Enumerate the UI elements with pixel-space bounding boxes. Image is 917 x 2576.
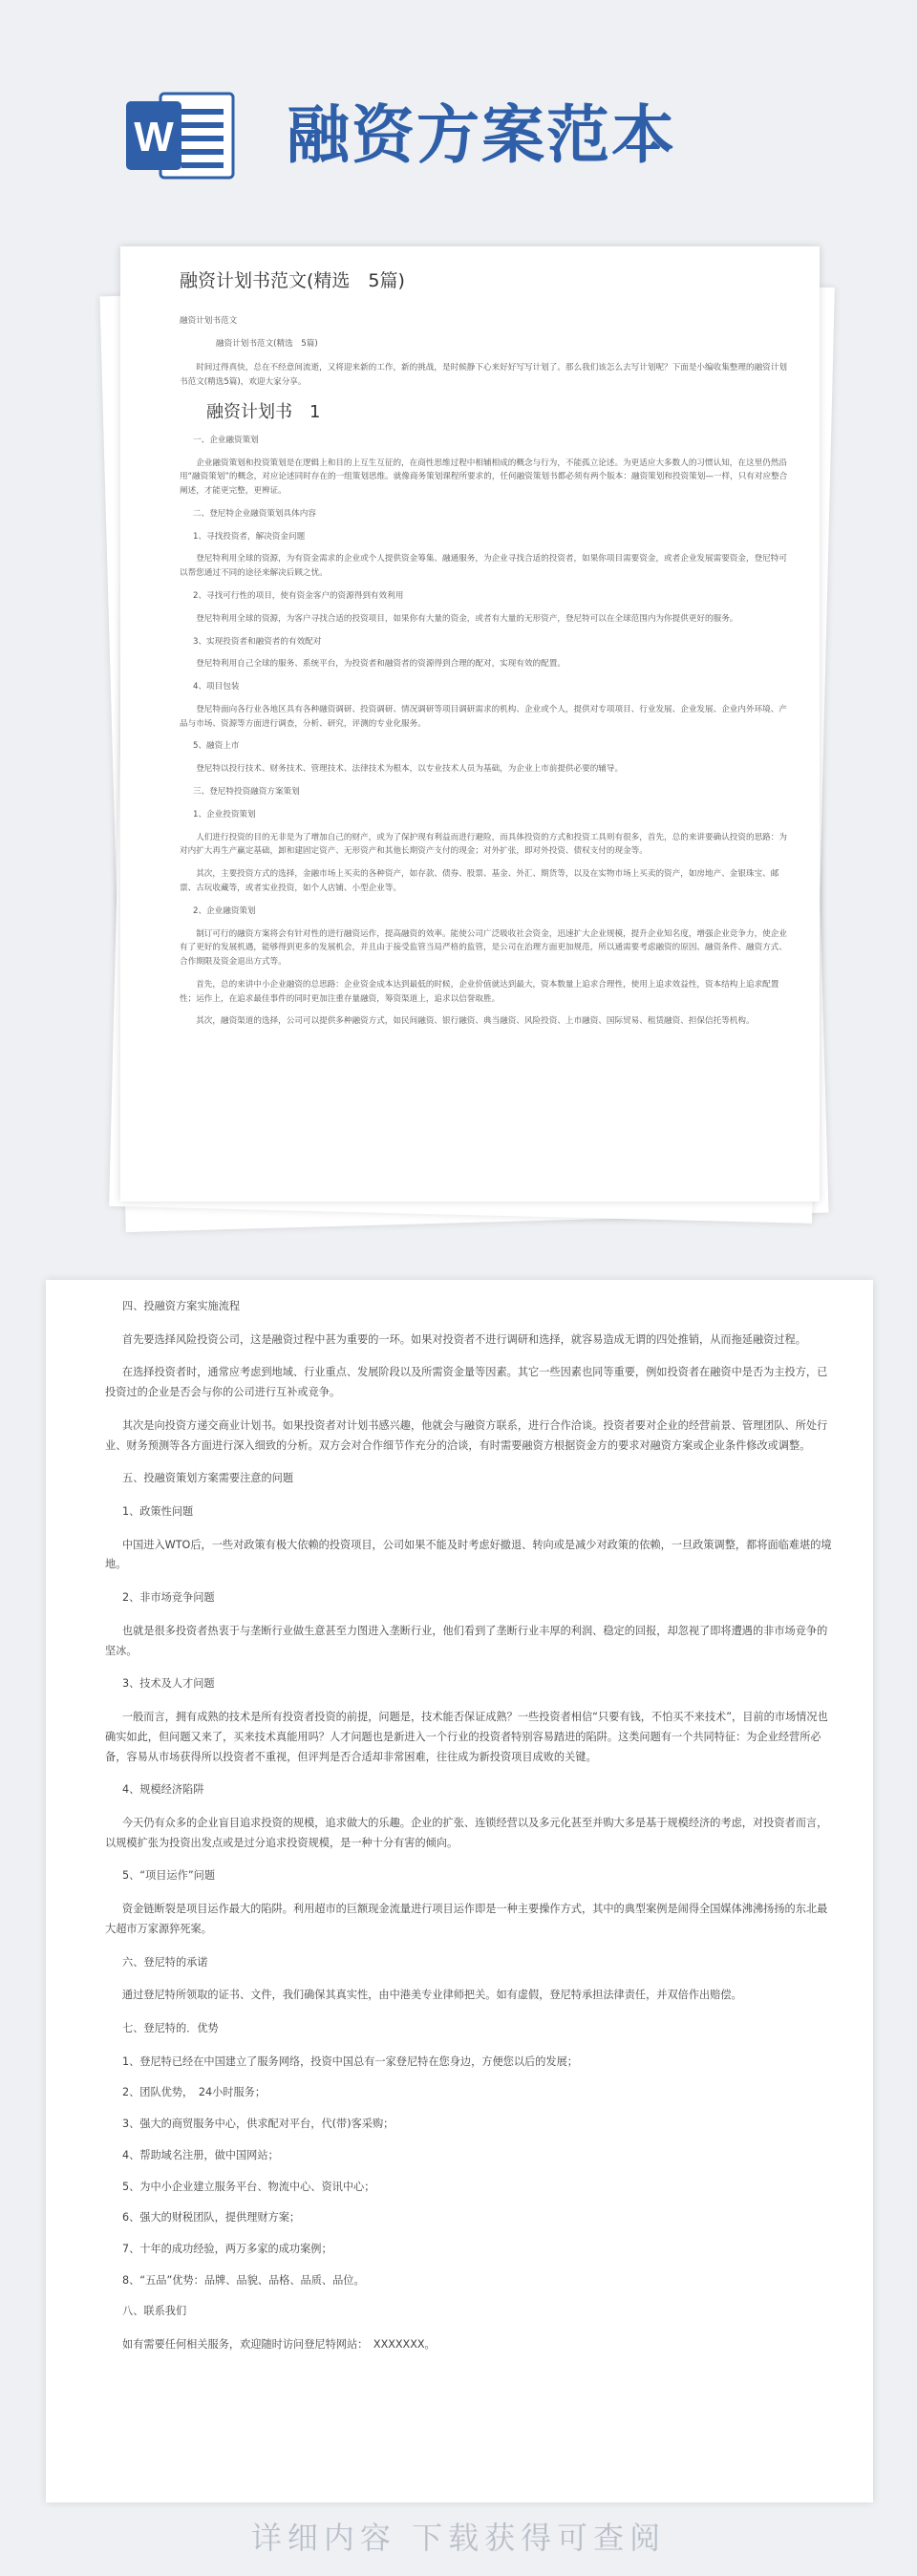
list-item: 1、登尼特已经在中国建立了服务网络，投资中国总有一家登尼特在您身边，方便您以后的发展； bbox=[122, 2054, 578, 2068]
paragraph: 首先要选择风险投资公司，这是融资过程中甚为重要的一环。如果对投资者不进行调研和选择，就容易造成无谓的四处推销，从而拖延融资过程。 bbox=[121, 1332, 806, 1346]
list-item: 3、强大的商贸服务中心，供求配对平台，代(带)客采购； bbox=[122, 2118, 395, 2131]
document-body bbox=[180, 361, 791, 1029]
document-title: 融资计划书范文(精选 5篇) bbox=[180, 270, 405, 291]
paragraph-heading: 八、联系我们 bbox=[122, 2305, 187, 2318]
svg-text:W: W bbox=[134, 114, 174, 160]
paragraph-heading: 3、实现投资者和融资者的有效配对 bbox=[193, 636, 322, 647]
document-body bbox=[46, 1280, 873, 2355]
paragraph: 时间过得真快，总在不经意间流逝，又将迎来新的工作，新的挑战，是时候静下心来好好写写计划了。那么我们该怎么去写计划呢？下面是小编收集整理的融资计划书范文(精选5篇)，欢迎大家分享。 bbox=[180, 363, 787, 388]
paragraph-heading: 1、政策性问题 bbox=[122, 1505, 194, 1519]
paragraph: 制订可行的融资方案将会有针对性的进行融资运作，提高融资的效率。能使公司广泛吸收社会资金，迅速扩大企业规模，提升企业知名度，增强企业竞争力，使企业有了更好的发展机遇，能够得到更多的发展机会，并且由于接受监管当局严格的监管，是公司在治理方面更加规范，所以通需要考虑融资的原因、融资条件、融资方式、合作期限及资金退出方式等。 bbox=[180, 928, 787, 968]
paragraph-heading: 3、技术及人才问题 bbox=[122, 1677, 215, 1691]
paragraph-heading: 四、投融资方案实施流程 bbox=[122, 1300, 241, 1312]
paragraph-heading: 三、登尼特投资融资方案策划 bbox=[193, 787, 300, 798]
paragraph: 首先，总的来讲中小企业融资的总思路：企业资金成本达到最低的时候，企业价值就达到最大，资本数量上追求合理性，使用上追求效益性，资本结构上追求配置性；运作上，在追求最佳事件的同时更加注重存量融资，筹资渠道上，追求以信誉取胜。 bbox=[180, 979, 779, 1004]
list-item: 4、帮助域名注册，做中国网站； bbox=[122, 2148, 279, 2161]
paragraph: 登尼特以投行技术、财务技术、管理技术、法律技术为根本，以专业技术人员为基础，为企业上市前提供必要的辅导。 bbox=[196, 764, 624, 775]
paragraph-heading: 六、登尼特的承诺 bbox=[122, 1955, 208, 1969]
paragraph: 在选择投资者时，通常应考虑到地域、行业重点、发展阶段以及所需资金量等因素。其它一些因素也同等重要，例如投资者在融资中是否为主投方，已投资过的企业是否会与你的公司进行互补或竞争。 bbox=[105, 1366, 828, 1399]
list-item: 5、为中小企业建立服务平台、物流中心、资讯中心； bbox=[122, 2180, 375, 2193]
paragraph-heading: 2、非市场竞争问题 bbox=[122, 1591, 215, 1605]
paragraph: 登尼特面向各行业各地区具有各种融资调研、投资调研、情况调研等项目调研需求的机构、企业或个人，提供对专项项目、行业发展、企业发展、企业内外环境、产品与市场、资源等方面进行调查，分析、研究，评测的专业化服务。 bbox=[180, 704, 787, 729]
footer-prompt bbox=[0, 2493, 917, 2576]
paragraph-heading: 如有需要任何相关服务，欢迎随时访问登尼特网站： XXXXXXX。 bbox=[122, 2338, 436, 2352]
paragraph: 人们进行投资的目的无非是为了增加自己的财产，或为了保护现有利益而进行避险，而具体投资的方式和投资工具则有很多，首先，总的来讲要确认投资的思路：为对内扩大再生产赢定基础，卸和建固定资产、无形资产和其他长期资产支付的现金；对外扩张，即对外投资、债权支付的现金等。 bbox=[180, 832, 787, 857]
paragraph: 登尼特利用全球的资源，为有资金需求的企业或个人提供资金筹集、融通服务，为企业寻找合适的投资者，如果你项目需要资金，或者企业发展需要资金，登尼特可以帮您通过不同的途径来解决后顾之忧。 bbox=[180, 554, 787, 579]
paragraph: 其次，主要投资方式的选择，金融市场上买卖的各种资产，如存款、债券、股票、基金、外汇、期货等，以及在实物市场上买卖的资产，如房地产、金银珠宝、邮票、古玩收藏等，或者实业投资，如个人店铺、小型企业等。 bbox=[180, 869, 779, 893]
paragraph-heading: 5、“项目运作”问题 bbox=[122, 1869, 216, 1883]
document-subtitle-full: 融资计划书范文(精选 5篇) bbox=[216, 339, 318, 350]
paragraph: 也就是很多投资者热衷于与垄断行业做生意甚至力图进入垄断行业，他们看到了垄断行业丰厚的利润、稳定的回报，却忽视了即将遭遇的非市场竞争的坚冰。 bbox=[105, 1624, 828, 1657]
list-item: 2、团队优势， 24小时服务； bbox=[122, 2086, 267, 2099]
paragraph-heading: 2、寻找可行性的项目，使有资金客户的资源得到有效利用 bbox=[193, 591, 404, 601]
paragraph-heading: 2、企业融资策划 bbox=[193, 905, 256, 916]
paragraph: 一般而言，拥有成熟的技术是所有投资者投资的前提，问题是，技术能否保证成熟？一些投资者相信“只要有钱，不怕买不来技术”，目前的市场情况也确实如此，但问题又来了，买来技术真能用吗？人才问题也是新进入一个行业的投资者特别容易踏进的陷阱。这类问题有一个共同特征：为企业经营所必备，容易从市场获得所以投资者不重视，但评判是否合适却非常困难，往往成为新投资项目成败的关键。 bbox=[105, 1711, 828, 1763]
document-subtitle: 融资计划书范文 bbox=[180, 315, 238, 326]
paragraph: 企业融资策划和投资策划是在逻辑上和目的上互生互征的，在商性思维过程中相辅相成的概念与行为，不能孤立论述。为更适应大多数人的习惯认知，在这里仍然沿用“融资策划”的概念，对应论述同时存在的一组策划思维。就像商务策划课程所要求的，任何融资策划书都必须有两个版本：融资策划和投资策划—一样，只有对应整合阐述，才能更完整，更辨证。 bbox=[180, 458, 788, 497]
paragraph-heading: 1、企业投资策划 bbox=[193, 809, 256, 820]
paragraph: 登尼特利用自己全球的服务、系统平台，为投资者和融资者的资源得到合理的配对，实现有效的配置。 bbox=[196, 659, 565, 670]
document-page-1 bbox=[120, 246, 820, 1202]
paragraph-heading: 4、规模经济陷阱 bbox=[122, 1783, 204, 1797]
document-page-2 bbox=[46, 1280, 873, 2502]
paragraph: 资金链断裂是项目运作最大的陷阱。利用超市的巨额现金流量进行项目运作即是一种主要操作方式，其中的典型案例是闹得全国媒体沸沸扬扬的东北最大超市万家源猝死案。 bbox=[105, 1903, 828, 1935]
section-heading: 融资计划书 1 bbox=[206, 401, 321, 422]
paragraph-heading: 5、融资上市 bbox=[193, 741, 240, 752]
list-item: 7、十年的成功经验，两万多家的成功案例； bbox=[122, 2243, 332, 2255]
banner bbox=[0, 0, 917, 220]
paragraph: 其次，融资渠道的选择，公司可以提供多种融资方式，如民间融资、银行融资、典当融资、风险投资、上市融资、国际贸易、租赁融资、担保信托等机构。 bbox=[196, 1016, 755, 1027]
banner-title: 融资方案范本 bbox=[287, 97, 676, 172]
list-item: 8、“五品”优势：品牌、品貌、品格、品质、品位。 bbox=[122, 2273, 365, 2287]
paragraph: 中国进入WTO后，一些对政策有极大依赖的投资项目，公司如果不能及时考虑好撤退、转向或是减少对政策的依赖，一旦政策调整，都将面临难堪的境地。 bbox=[105, 1538, 832, 1571]
paragraph-heading: 七、登尼特的．优势 bbox=[122, 2021, 219, 2034]
list-item: 6、强大的财税团队，提供理财方案； bbox=[122, 2211, 301, 2225]
paragraph: 其次是向投资方递交商业计划书。如果投资者对计划书感兴趣，他就会与融资方联系，进行合作洽谈。投资者要对企业的经营前景、管理团队、所处行业、财务预测等各方面进行深入细致的分析。双方会对合作细节作充分的洽谈，有时需要融资方根据资金方的要求对融资方案或企业条件修改或调整。 bbox=[105, 1418, 828, 1452]
word-document-icon bbox=[124, 88, 237, 183]
paragraph-heading: 二、登尼特企业融资策划具体内容 bbox=[193, 508, 316, 519]
paragraph: 登尼特利用全球的资源，为客户寻找合适的投资项目，如果你有大量的资金，或者有大量的无形资产，登尼特可以在全球范围内为你提供更好的服务。 bbox=[196, 613, 738, 624]
paragraph-heading: 1、寻找投资者，解决资金问题 bbox=[193, 531, 306, 542]
paragraph-heading: 4、项目包装 bbox=[193, 682, 240, 692]
paragraph: 通过登尼特所领取的证书、文件，我们确保其真实性，由中港美专业律师把关。如有虚假，登尼特承担法律责任，并双倍作出赔偿。 bbox=[121, 1989, 742, 2002]
paragraph: 今天仍有众多的企业盲目追求投资的规模，追求做大的乐趣。企业的扩张、连锁经营以及多元化甚至并购大多是基于规模经济的考虑，对投资者而言，以规模扩张为投资出发点或是过分追求投资规模，是一种十分有害的倾向。 bbox=[105, 1816, 828, 1849]
paragraph-heading: 一、企业融资策划 bbox=[193, 435, 259, 445]
paragraph-heading: 五、投融资策划方案需要注意的问题 bbox=[122, 1472, 294, 1485]
footer-text: 详细内容 下载获得可查阅 bbox=[250, 2520, 667, 2556]
